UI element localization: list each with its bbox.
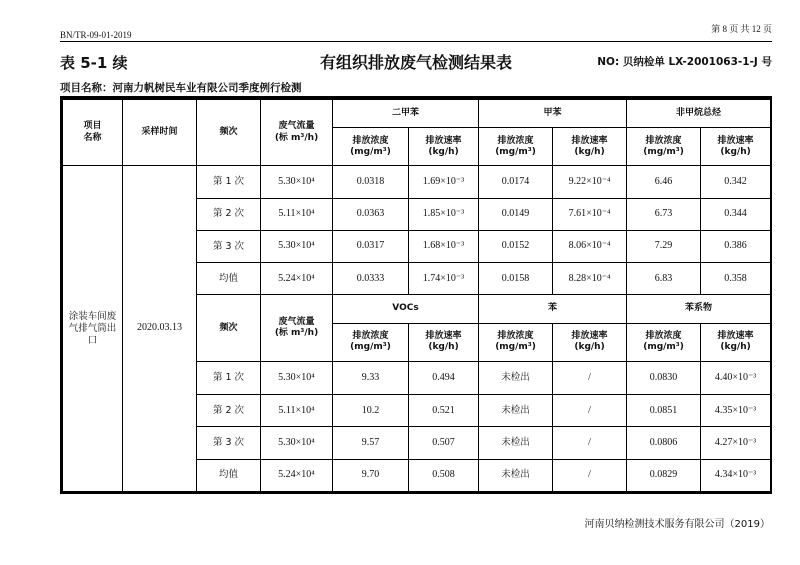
value-cell: 0.358 bbox=[701, 263, 771, 295]
table-row bbox=[63, 166, 771, 198]
flow-cell: 5.30×10⁴ bbox=[261, 230, 333, 262]
flow-cell: 5.11×10⁴ bbox=[261, 198, 333, 230]
rate-header: 排放速率 (kg/h) bbox=[409, 323, 479, 361]
flow-cell: 5.30×10⁴ bbox=[261, 427, 333, 459]
value-cell: 1.69×10⁻³ bbox=[409, 166, 479, 198]
title-line bbox=[60, 50, 772, 72]
conc-header: 排放浓度 (mg/m³) bbox=[627, 128, 701, 166]
value-cell: 1.74×10⁻³ bbox=[409, 263, 479, 295]
value-cell: 0.507 bbox=[409, 427, 479, 459]
value-cell: 0.0333 bbox=[333, 263, 409, 295]
top-bar bbox=[60, 22, 772, 40]
value-cell: 0.521 bbox=[409, 395, 479, 427]
pollutant-header: VOCs bbox=[333, 295, 479, 323]
value-cell: 0.344 bbox=[701, 198, 771, 230]
sampling-date: 2020.03.13 bbox=[123, 166, 197, 492]
header-row-1 bbox=[63, 100, 771, 128]
footer-company: 河南贝纳检测技术服务有限公司（2019） bbox=[584, 519, 770, 530]
flow-cell: 5.30×10⁴ bbox=[261, 361, 333, 394]
value-cell: 0.508 bbox=[409, 459, 479, 491]
report-number: NO: 贝纳检单 LX-2001063-1-J 号 bbox=[597, 56, 772, 68]
pollutant-header: 二甲苯 bbox=[333, 100, 479, 128]
pollutant-header: 苯 bbox=[479, 295, 627, 323]
value-cell: 未检出 bbox=[479, 395, 553, 427]
frequency-cell: 第 2 次 bbox=[197, 198, 261, 230]
pollutant-header: 甲苯 bbox=[479, 100, 627, 128]
frequency-cell: 第 2 次 bbox=[197, 395, 261, 427]
col-header-project: 项目 名称 bbox=[63, 100, 123, 166]
frequency-cell: 均值 bbox=[197, 263, 261, 295]
value-cell: 0.0363 bbox=[333, 198, 409, 230]
col-header-gas-flow bbox=[261, 100, 333, 166]
value-cell: 未检出 bbox=[479, 361, 553, 394]
conc-header: 排放浓度 (mg/m³) bbox=[479, 323, 553, 361]
value-cell: 0.386 bbox=[701, 230, 771, 262]
value-cell: 4.35×10⁻³ bbox=[701, 395, 771, 427]
rate-header: 排放速率 (kg/h) bbox=[409, 128, 479, 166]
value-cell: 0.0149 bbox=[479, 198, 553, 230]
results-table-frame bbox=[60, 97, 772, 494]
value-cell: / bbox=[553, 361, 627, 394]
frequency-cell: 第 3 次 bbox=[197, 427, 261, 459]
value-cell: 7.29 bbox=[627, 230, 701, 262]
project-name: 项目名称：河南力帆树民车业有限公司季度例行检测 bbox=[60, 82, 302, 94]
page-info: 第 8 页 共 12 页 bbox=[711, 24, 772, 34]
top-divider bbox=[60, 41, 772, 42]
page-title: 有组织排放废气检测结果表 bbox=[319, 53, 512, 72]
value-cell: 0.0851 bbox=[627, 395, 701, 427]
value-cell: 0.0174 bbox=[479, 166, 553, 198]
conc-header: 排放浓度 (mg/m³) bbox=[479, 128, 553, 166]
frequency-cell: 第 1 次 bbox=[197, 166, 261, 198]
rate-header: 排放速率 (kg/h) bbox=[701, 128, 771, 166]
pollutant-header: 苯系物 bbox=[627, 295, 771, 323]
conc-header: 排放浓度 (mg/m³) bbox=[627, 323, 701, 361]
col-header-sampling-time: 采样时间 bbox=[123, 100, 197, 166]
value-cell: 9.22×10⁻⁴ bbox=[553, 166, 627, 198]
value-cell: / bbox=[553, 459, 627, 491]
conc-header: 排放浓度 (mg/m³) bbox=[333, 128, 409, 166]
flow-cell: 5.30×10⁴ bbox=[261, 166, 333, 198]
gas-flow-unit: (标 m³/h) bbox=[274, 132, 319, 143]
flow-cell: 5.24×10⁴ bbox=[261, 263, 333, 295]
frequency-cell: 均值 bbox=[197, 459, 261, 491]
value-cell: 4.40×10⁻³ bbox=[701, 361, 771, 394]
value-cell: 9.70 bbox=[333, 459, 409, 491]
gas-flow-label: 废气流量 bbox=[278, 121, 315, 132]
value-cell: 9.33 bbox=[333, 361, 409, 394]
value-cell: 10.2 bbox=[333, 395, 409, 427]
value-cell: 7.61×10⁻⁴ bbox=[553, 198, 627, 230]
value-cell: 0.494 bbox=[409, 361, 479, 394]
value-cell: 0.0152 bbox=[479, 230, 553, 262]
value-cell: 6.83 bbox=[627, 263, 701, 295]
value-cell: 0.0318 bbox=[333, 166, 409, 198]
table-number: 表 5-1 续 bbox=[60, 54, 128, 72]
doc-code: BN/TR-09-01-2019 bbox=[60, 30, 132, 40]
frequency-cell: 第 1 次 bbox=[197, 361, 261, 394]
value-cell: 1.68×10⁻³ bbox=[409, 230, 479, 262]
value-cell: 1.85×10⁻³ bbox=[409, 198, 479, 230]
pollutant-header: 非甲烷总烃 bbox=[627, 100, 771, 128]
sampling-location: 涂装车间废气排气筒出口 bbox=[63, 166, 123, 492]
value-cell: 8.28×10⁻⁴ bbox=[553, 263, 627, 295]
value-cell: 4.34×10⁻³ bbox=[701, 459, 771, 491]
rate-header: 排放速率 (kg/h) bbox=[553, 323, 627, 361]
value-cell: 0.0806 bbox=[627, 427, 701, 459]
frequency-cell: 第 3 次 bbox=[197, 230, 261, 262]
col-header-gas-flow: 废气流量 (标 m³/h) bbox=[261, 295, 333, 361]
value-cell: / bbox=[553, 427, 627, 459]
value-cell: 8.06×10⁻⁴ bbox=[553, 230, 627, 262]
col-header-frequency: 频次 bbox=[197, 100, 261, 166]
value-cell: 4.27×10⁻³ bbox=[701, 427, 771, 459]
value-cell: 0.0830 bbox=[627, 361, 701, 394]
value-cell: 0.0158 bbox=[479, 263, 553, 295]
flow-cell: 5.24×10⁴ bbox=[261, 459, 333, 491]
flow-cell: 5.11×10⁴ bbox=[261, 395, 333, 427]
value-cell: 0.0317 bbox=[333, 230, 409, 262]
col-header-frequency: 频次 bbox=[197, 295, 261, 361]
rate-header: 排放速率 (kg/h) bbox=[553, 128, 627, 166]
results-table bbox=[62, 99, 771, 492]
value-cell: 0.0829 bbox=[627, 459, 701, 491]
conc-header: 排放浓度 (mg/m³) bbox=[333, 323, 409, 361]
value-cell: 未检出 bbox=[479, 459, 553, 491]
rate-header: 排放速率 (kg/h) bbox=[701, 323, 771, 361]
value-cell: 6.46 bbox=[627, 166, 701, 198]
value-cell: / bbox=[553, 395, 627, 427]
value-cell: 9.57 bbox=[333, 427, 409, 459]
value-cell: 6.73 bbox=[627, 198, 701, 230]
value-cell: 0.342 bbox=[701, 166, 771, 198]
value-cell: 未检出 bbox=[479, 427, 553, 459]
